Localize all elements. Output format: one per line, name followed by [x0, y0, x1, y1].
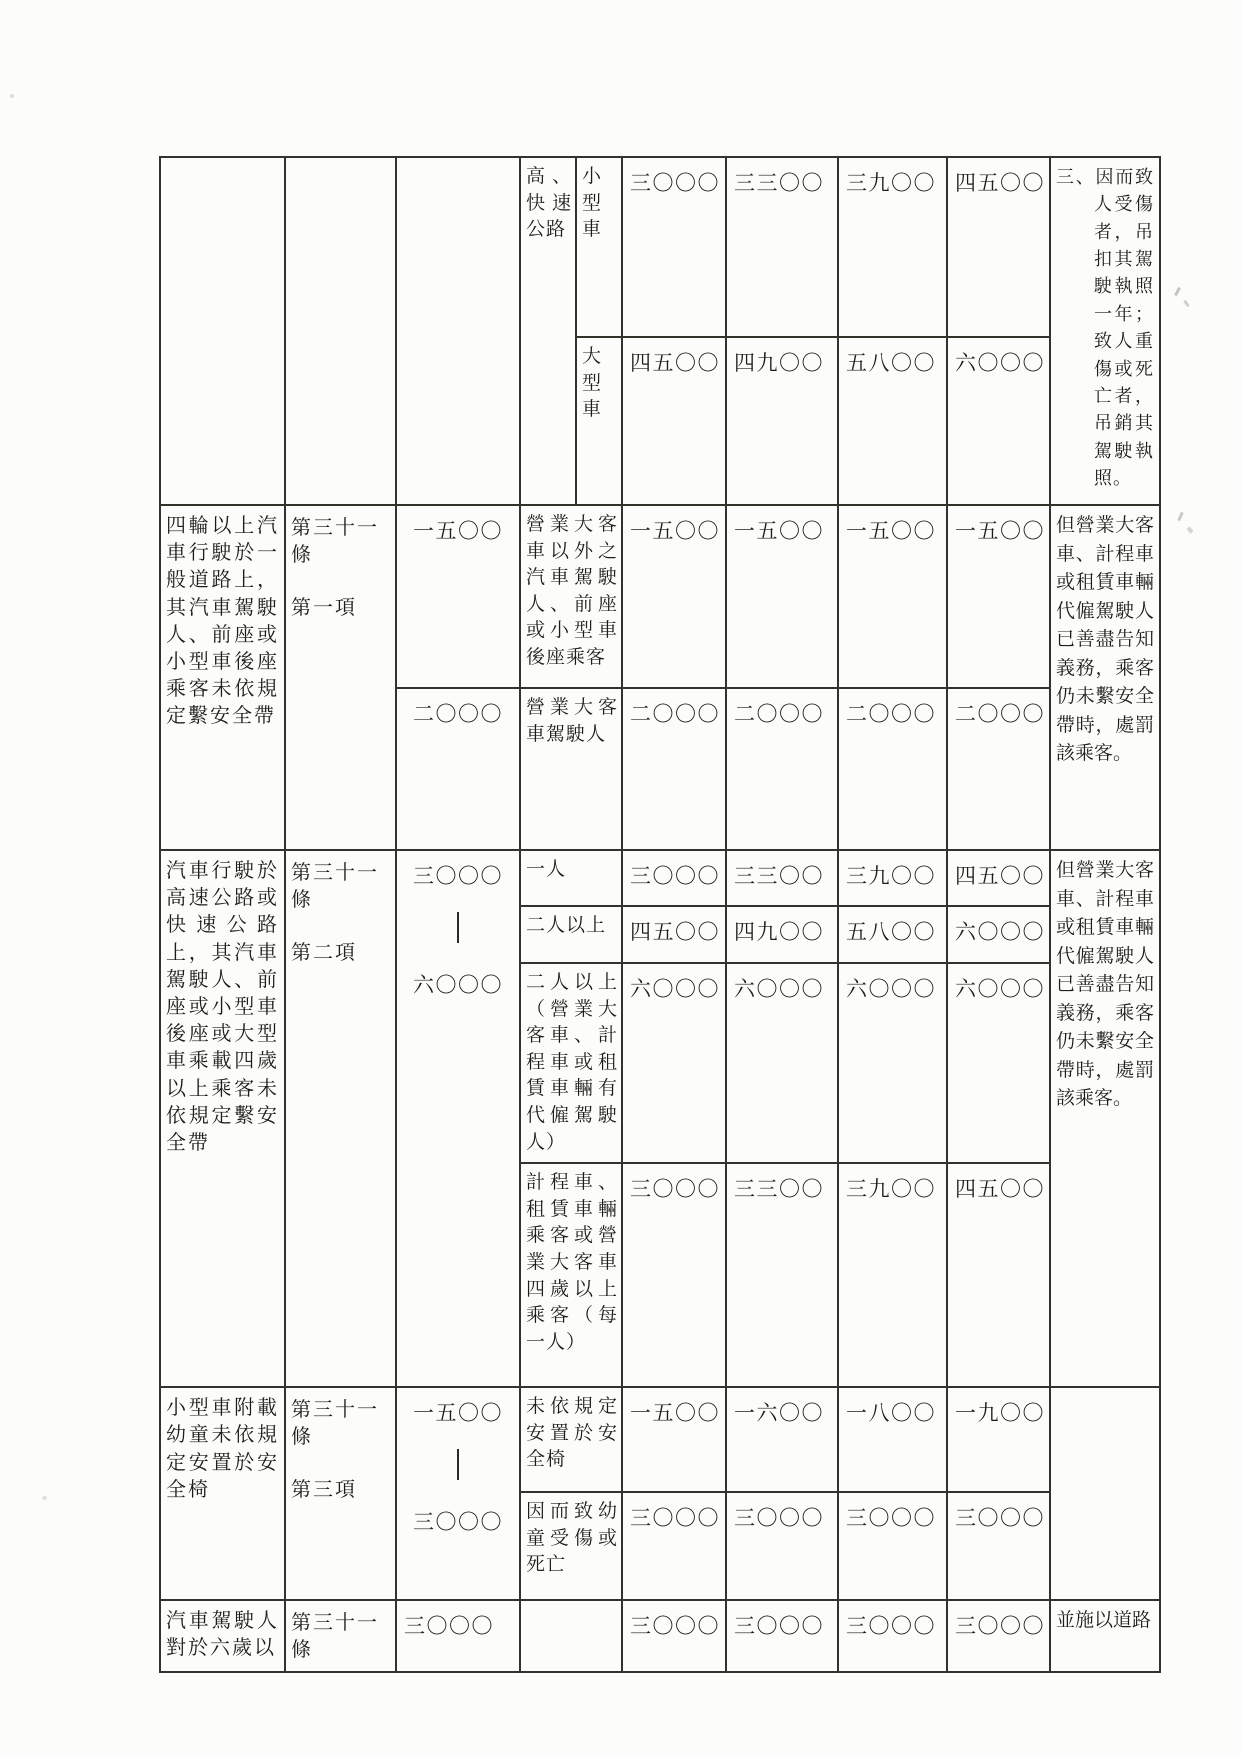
fine-cell: 四五〇〇 — [947, 157, 1050, 337]
article-cell — [285, 1387, 396, 1600]
fine-cell: 四五〇〇 — [622, 337, 726, 505]
fine-cell: 一六〇〇 — [726, 1387, 838, 1492]
remarks-cell: 三、因而致人受傷者，吊扣其駕駛執照一年；致人重傷或死亡者，吊銷其駕駛執照。 — [1050, 157, 1160, 505]
base-fine-cell: 二〇〇〇 — [396, 688, 520, 850]
vehicle-type-cell: 大型車 — [576, 337, 622, 505]
remarks-cell: 並施以道路 — [1050, 1600, 1160, 1672]
target-cell: 二人以上（營業大客車、計程車或租賃車輛有代僱駕駛人） — [520, 963, 622, 1163]
article-number: 第三十一條 — [291, 1612, 379, 1662]
fine-cell: 一九〇〇 — [947, 1387, 1050, 1492]
article-item: 第一項 — [291, 597, 357, 619]
fine-cell: 三〇〇〇 — [838, 1492, 947, 1600]
base-fine-cell: 三〇〇〇 — [396, 1600, 520, 1672]
fine-cell: 三〇〇〇 — [726, 1600, 838, 1672]
scan-artifact — [1174, 287, 1181, 296]
violation-cell: 四輪以上汽車行駛於一般道路上，其汽車駕駛人、前座或小型車後座乘客未依規定繫安全帶 — [160, 505, 285, 850]
violation-cell: 汽車駕駛人對於六歲以 — [160, 1600, 285, 1672]
fine-cell: 三三〇〇 — [726, 1163, 838, 1387]
target-cell: 一人 — [520, 850, 622, 906]
fine-cell: 三三〇〇 — [726, 157, 838, 337]
target-cell: 營業大客車以外之汽車駕駛人、前座或小型車後座乘客 — [520, 505, 622, 688]
range-divider-bar — [457, 912, 459, 943]
target-cell: 因而致幼童受傷或死亡 — [520, 1492, 622, 1600]
empty-violation-cell — [160, 157, 285, 505]
target-cell: 二人以上 — [520, 906, 622, 963]
fine-cell: 三〇〇〇 — [726, 1492, 838, 1600]
fine-cell: 一五〇〇 — [622, 1387, 726, 1492]
fine-cell: 一八〇〇 — [838, 1387, 947, 1492]
fine-cell: 三〇〇〇 — [622, 850, 726, 906]
fine-cell: 二〇〇〇 — [622, 688, 726, 850]
fine-range-cell — [396, 850, 520, 1387]
fine-cell: 四五〇〇 — [622, 906, 726, 963]
empty-remarks-cell — [1050, 1387, 1160, 1600]
fine-cell: 三〇〇〇 — [947, 1600, 1050, 1672]
fine-cell: 三三〇〇 — [726, 850, 838, 906]
range-to: 三〇〇〇 — [413, 1510, 503, 1535]
fine-cell: 二〇〇〇 — [726, 688, 838, 850]
range-from: 一五〇〇 — [413, 1401, 503, 1426]
fine-cell: 三九〇〇 — [838, 850, 947, 906]
scan-artifact — [1177, 512, 1183, 521]
fine-cell: 三〇〇〇 — [622, 1163, 726, 1387]
fine-cell: 三九〇〇 — [838, 157, 947, 337]
fine-cell: 六〇〇〇 — [726, 963, 838, 1163]
fine-cell: 五八〇〇 — [838, 906, 947, 963]
range-from: 三〇〇〇 — [413, 864, 503, 888]
range-divider-bar — [457, 1449, 459, 1480]
fine-cell: 三〇〇〇 — [622, 1492, 726, 1600]
fine-cell: 四九〇〇 — [726, 337, 838, 505]
scan-artifact — [1183, 300, 1189, 307]
fine-cell: 六〇〇〇 — [947, 337, 1050, 505]
fine-cell: 三九〇〇 — [838, 1163, 947, 1387]
target-cell: 營業大客車駕駛人 — [520, 688, 622, 850]
article-item: 第二項 — [291, 942, 357, 964]
fine-cell: 六〇〇〇 — [622, 963, 726, 1163]
article-cell — [285, 505, 396, 850]
fine-cell: 五八〇〇 — [838, 337, 947, 505]
fine-cell: 六〇〇〇 — [838, 963, 947, 1163]
article-number: 第三十一條 — [291, 862, 379, 911]
fine-cell: 一五〇〇 — [947, 505, 1050, 688]
fine-cell: 二〇〇〇 — [947, 688, 1050, 850]
article-cell — [285, 1600, 396, 1672]
article-number: 第三十一條 — [291, 517, 379, 566]
base-fine-cell: 一五〇〇 — [396, 505, 520, 688]
fine-cell: 一五〇〇 — [622, 505, 726, 688]
empty-base-fine-cell — [396, 157, 520, 505]
fine-cell: 三〇〇〇 — [838, 1600, 947, 1672]
scan-artifact — [42, 1496, 47, 1500]
fine-cell: 三〇〇〇 — [622, 1600, 726, 1672]
empty-article-cell — [285, 157, 396, 505]
fine-cell: 四五〇〇 — [947, 1163, 1050, 1387]
target-cell: 未依規定安置於安全椅 — [520, 1387, 622, 1492]
empty-target-cell — [520, 1600, 622, 1672]
violation-cell: 汽車行駛於高速公路或快速公路上，其汽車駕駛人、前座或小型車後座或大型車乘載四歲以上乘客未依規定繫安全帶 — [160, 850, 285, 1387]
remarks-cell: 但營業大客車、計程車或租賃車輛代僱駕駛人已善盡告知義務，乘客仍未繫安全帶時，處罰該乘客。 — [1050, 505, 1160, 850]
scan-artifact — [10, 94, 14, 98]
article-cell — [285, 850, 396, 1387]
fine-cell: 二〇〇〇 — [838, 688, 947, 850]
violation-cell: 小型車附載幼童未依規定安置於安全椅 — [160, 1387, 285, 1600]
range-to: 六〇〇〇 — [413, 973, 503, 997]
fine-cell: 一五〇〇 — [726, 505, 838, 688]
penalty-table — [159, 156, 1161, 1673]
vehicle-type-cell: 小型車 — [576, 157, 622, 337]
remarks-cell: 但營業大客車、計程車或租賃車輛代僱駕駛人已善盡告知義務，乘客仍未繫安全帶時，處罰該乘客。 — [1050, 850, 1160, 1387]
fine-cell: 四九〇〇 — [726, 906, 838, 963]
fine-cell: 三〇〇〇 — [622, 157, 726, 337]
fine-cell: 六〇〇〇 — [947, 963, 1050, 1163]
target-cell: 計程車、租賃車輛乘客或營業大客車四歲以上乘客（每一人） — [520, 1163, 622, 1387]
road-type-cell: 高、快速公路 — [520, 157, 576, 505]
scan-artifact — [1187, 526, 1194, 533]
fine-cell: 六〇〇〇 — [947, 906, 1050, 963]
article-item: 第三項 — [291, 1479, 357, 1502]
fine-cell: 四五〇〇 — [947, 850, 1050, 906]
fine-cell: 三〇〇〇 — [947, 1492, 1050, 1600]
article-number: 第三十一條 — [291, 1399, 379, 1449]
fine-cell: 一五〇〇 — [838, 505, 947, 688]
fine-range-cell — [396, 1387, 520, 1600]
